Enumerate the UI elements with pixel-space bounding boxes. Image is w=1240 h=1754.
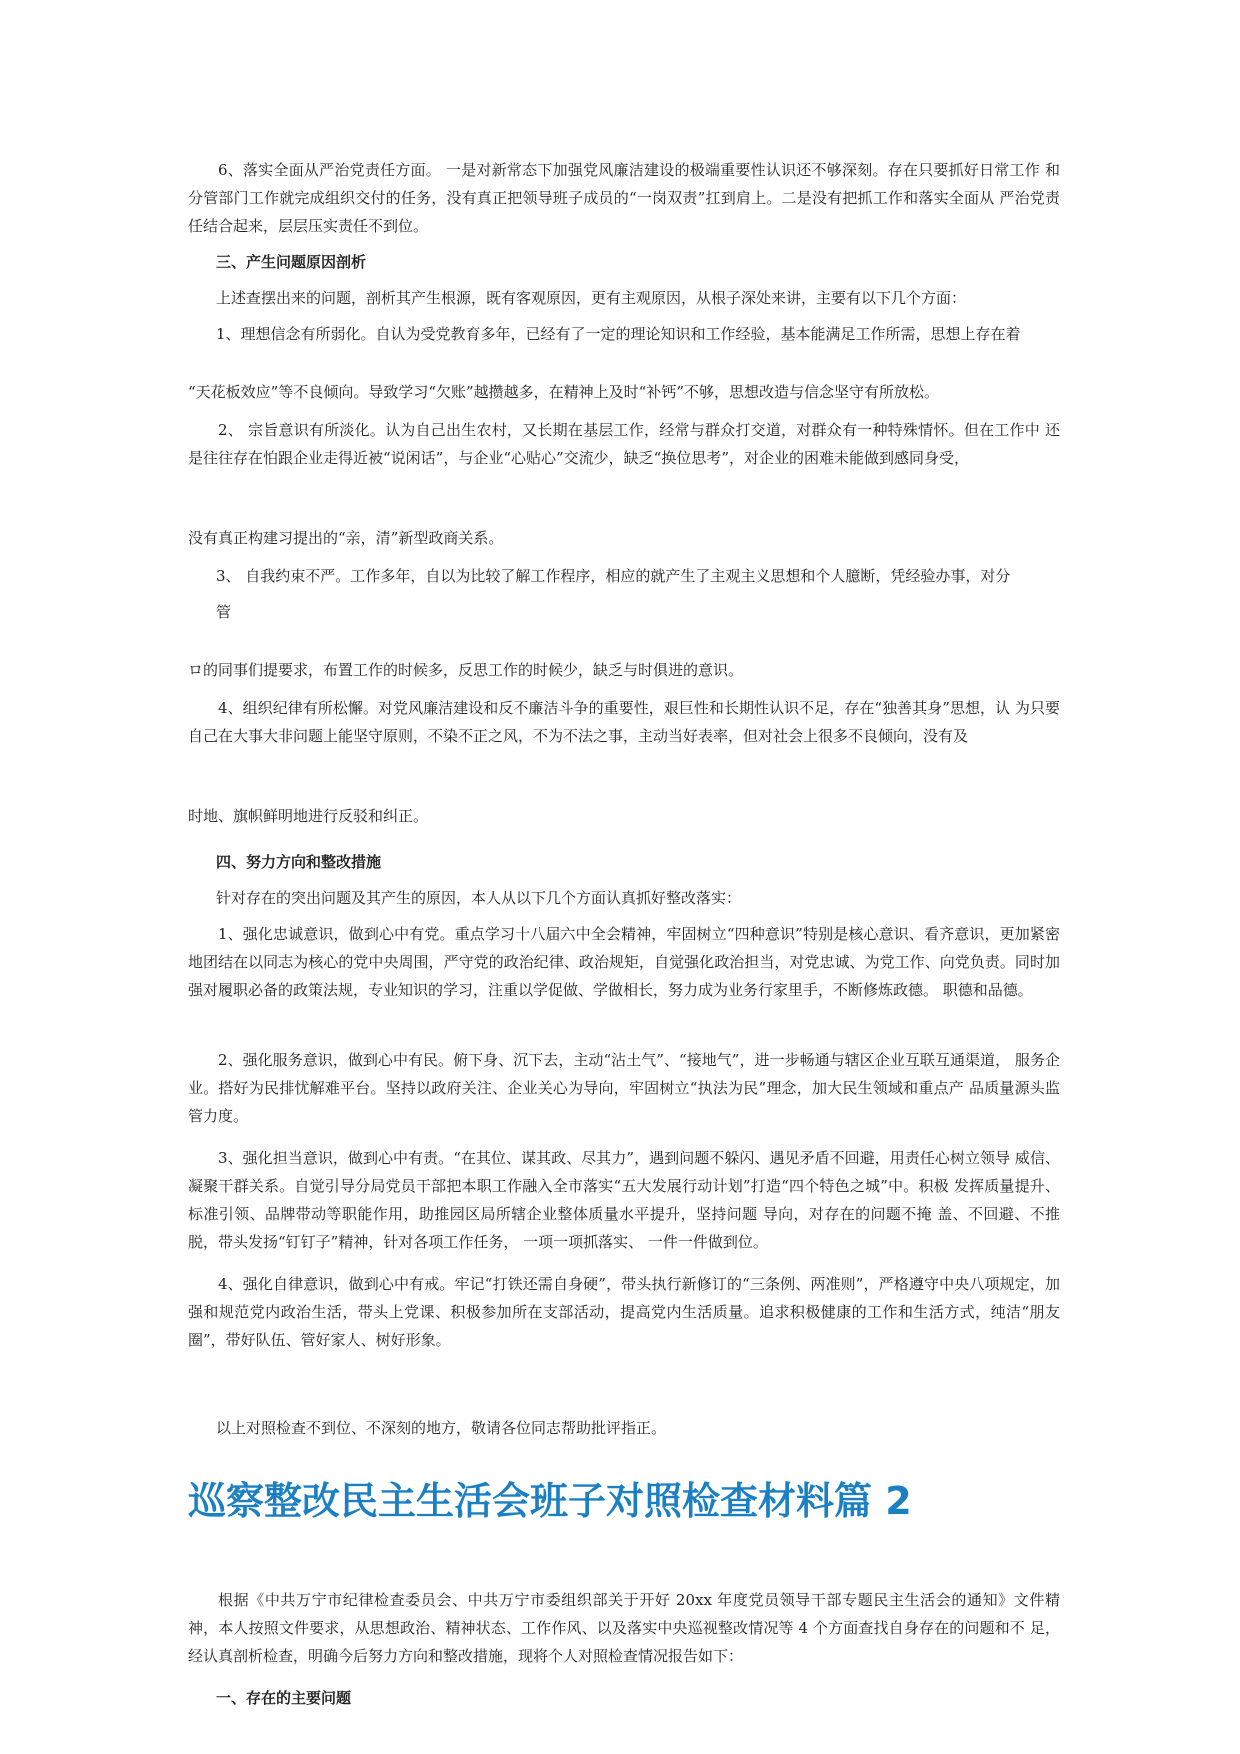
paragraph-cause-2: 2、 宗旨意识有所淡化。认为自己出生农村，又长期在基层工作，经常与群众打交道，对群众有一种特殊情怀。但在工作中 还是往往存在怕跟企业走得近被“说闲话”，与企业“心贴心”交流少，缺乏“换位思考”，对企业的困难未能做到感同身受， <box>188 421 1060 467</box>
paragraph-measure-2: 2、强化服务意识，做到心中有民。俯下身、沉下去，主动“沾土气”、“接地气”，进一步畅通与辖区企业互联互通渠道， 服务企业。搭好为民排忧解难平台。坚持以政府关注、企业关心为导向，牢固树立“执法为民”理念，加大民生领域和重点产 品质量源头监管力度。 <box>188 1051 1060 1125</box>
paragraph-measure-3: 3、强化担当意识，做到心中有责。“在其位、谋其政、尽其力”，遇到问题不躲闪、遇见矛盾不回避，用责任心树立领导 威信、凝聚干群关系。自觉引导分局党员干部把本职工作融入全市落实“五大发展行动计划”打造“四个特色之城”中。积极 发挥质量提升、标准引领、品牌带动等职能作用，助推园区局所辖企业整体质量水平提升，坚持问题 导向，对存在的问题不掩 盖、不回避、不推脱，带头发扬“钉钉子”精神，针对各项工作任务， 一项一项抓落实、 一件一件做到位。 <box>188 1149 1060 1251</box>
paragraph-document-intro: 根据《中共万宁市纪律检查委员会、中共万宁市委组织部关于开好 20xx 年度党员领导干部专题民主生活会的通知》文件精 神，本人按照文件要求，从思想政治、精神状态、工作作风、以及落实中央巡视整改情况等 4 个方面查找自身存在的问题和不 足，经认真剖析检查，明确今后努力方向和整改措施，现将个人对照检查情况报告如下： <box>188 1591 1060 1665</box>
paragraph-cause-1-line2: “天花板效应”等不良倾向。导致学习“欠账”越攒越多，在精神上及时“补钙”不够，思想改造与信念坚守有所放松。 <box>188 383 940 401</box>
paragraph-measures-intro: 针对存在的突出问题及其产生的原因，本人从以下几个方面认真抓好整改落实： <box>216 889 742 907</box>
paragraph-cause-3-fragment: 管 <box>216 603 232 621</box>
paragraph-measure-1: 1、强化忠诚意识，做到心中有党。重点学习十八届六中全会精神，牢固树立“四种意识”特别是核心意识、看齐意识，更加紧密地团结在以同志为核心的党中央周围，严守党的政治纪律、政治规矩，自觉强化政治担当，对党忠诚、为党工作、向党负责。同时加强对履职必备的政策法规，专业知识的学习，注重以学促做、学做相长，努力成为业务行家里手，不断修炼政德。 职德和品德。 <box>188 925 1060 999</box>
section-heading-causes: 三、产生问题原因剖析 <box>216 253 367 271</box>
paragraph-cause-3-line1: 3、 自我约束不严。工作多年，自以为比较了解工作程序，相应的就产生了主观主义思想和个人臆断，凭经验办事，对分 <box>216 567 1011 585</box>
paragraph-cause-3-line2: ロ的同事们提要求，布置工作的时候多，反思工作的时候少，缺乏与时俱进的意识。 <box>188 661 744 679</box>
paragraph-cause-2-line2: 没有真正构建习提出的“亲，清”新型政商关系。 <box>188 529 504 547</box>
document-title: 巡察整改民主生活会班子对照检查材料篇 2 <box>188 1479 912 1523</box>
closing-line: 以上对照检查不到位、不深刻的地方，敬请各位同志帮助批评指正。 <box>216 1419 667 1437</box>
section-heading-problems: 一、存在的主要问题 <box>216 1689 352 1707</box>
paragraph-cause-1-line1: 1、理想信念有所弱化。自认为受党教育多年，已经有了一定的理论知识和工作经验，基本能满足工作所需，思想上存在着 <box>216 325 1021 343</box>
section-heading-measures: 四、努力方向和整改措施 <box>216 853 382 871</box>
paragraph-responsibility: 6、落实全面从严治党责任方面。 一是对新常态下加强党风廉洁建设的极端重要性认识还不够深刻。存在只要抓好日常工作 和分管部门工作就完成组织交付的任务，没有真正把领导班子成员的“一岗双责”扛到肩上。二是没有把抓工作和落实全面从 严治党责任结合起来，层层压实责任不到位。 <box>188 161 1060 235</box>
paragraph-cause-4: 4、组织纪律有所松懈。对党风廉洁建设和反不廉洁斗争的重要性，艰巨性和长期性认识不足，存在“独善其身”思想，认 为只要自己在大事大非问题上能坚守原则，不染不正之风，不为不法之事，主动当好表率，但对社会上很多不良倾向，没有及 <box>188 699 1060 745</box>
paragraph-cause-4-line2: 时地、旗帜鲜明地进行反驳和纠正。 <box>188 807 429 825</box>
paragraph-measure-4: 4、强化自律意识，做到心中有戒。牢记“打铁还需自身硬”，带头执行新修订的“三条例、两准则”，严格遵守中央八项规定，加强和规范党内政治生活，带头上党课、积极参加所在支部活动，提高党内生活质量。追求积极健康的工作和生活方式，纯洁“朋友圈”，带好队伍、管好家人、树好形象。 <box>188 1275 1060 1349</box>
paragraph-causes-intro: 上述查摆出来的问题，剖析其产生根源，既有客观原因，更有主观原因，从根子深处来讲，主要有以下几个方面： <box>216 289 967 307</box>
